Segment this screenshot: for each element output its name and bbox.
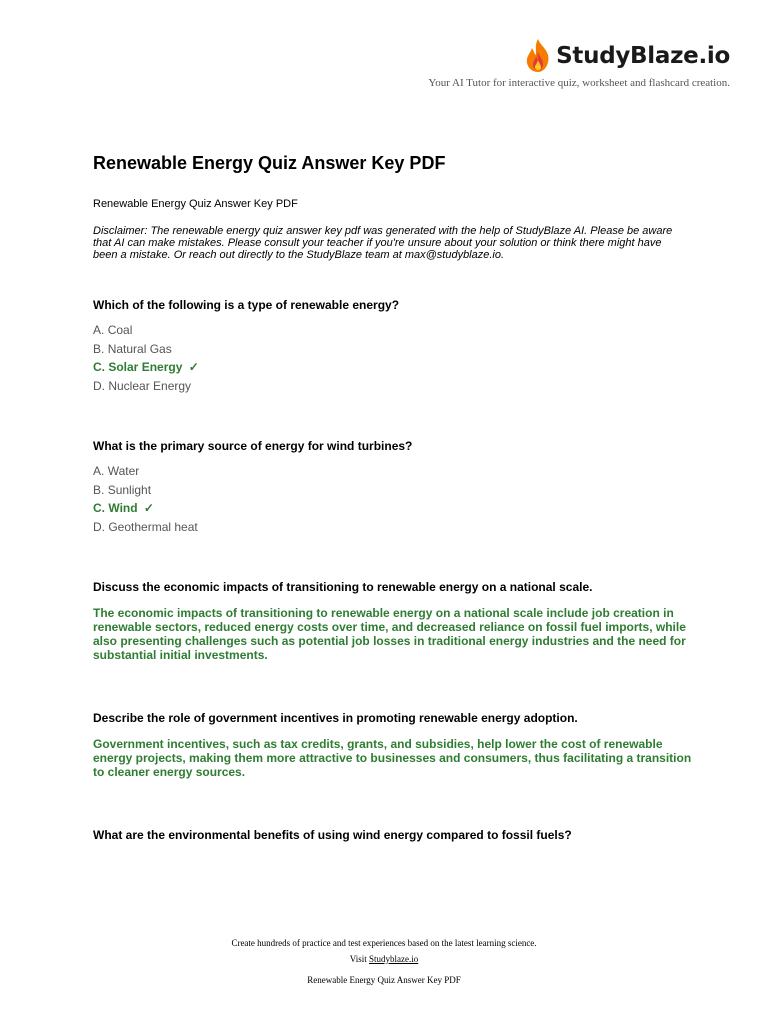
option-letter: D. (93, 378, 105, 393)
question-1 (93, 298, 703, 395)
option-letter: B. (93, 341, 105, 356)
answer-text: The economic impacts of transitioning to renewable energy on a national scale include job creation in renewable sectors, reduced energy costs over time, and decreased reliance on fossil fuel imports, while also presenting challenges such as potential job losses in traditional energy industries and the need for substantial initial investments. (93, 606, 686, 662)
option-letter: A. (93, 323, 105, 337)
flame-icon (524, 38, 552, 74)
option-c-correct (93, 358, 703, 377)
option-text: Natural Gas (107, 341, 172, 356)
options-list (93, 321, 703, 395)
footer-doc-name: Renewable Energy Quiz Answer Key PDF (307, 975, 461, 985)
option-text: Wind (108, 501, 138, 516)
option-text: Coal (107, 323, 133, 337)
option-text: Water (107, 464, 140, 478)
option-letter: D. (93, 519, 105, 534)
option-b (93, 340, 703, 359)
option-text: Solar Energy (108, 360, 183, 375)
checkmark-icon: ✓ (143, 501, 154, 516)
question-2 (93, 439, 703, 536)
question-text: What is the primary source of energy for wind turbines? (93, 439, 413, 453)
option-d (93, 377, 703, 396)
option-text: Nuclear Energy (108, 378, 192, 393)
footer-visit-label: Visit (349, 954, 367, 964)
answer-text: Government incentives, such as tax credits, grants, and subsidies, help lower the cost of renewable energy projects, making them more attractive to businesses and consumers, thus facilitating a transition to cleaner energy sources. (93, 737, 692, 779)
question-4 (93, 711, 703, 779)
question-text: Discuss the economic impacts of transitioning to renewable energy on a national scale. (93, 580, 593, 594)
page-subtitle: Renewable Energy Quiz Answer Key PDF (93, 198, 298, 210)
option-letter: C. (93, 360, 105, 375)
option-b (93, 481, 703, 500)
footer-promo: Create hundreds of practice and test experiences based on the latest learning science. (231, 938, 537, 948)
question-3 (93, 580, 703, 662)
question-text: Describe the role of government incentives in promoting renewable energy adoption. (93, 711, 578, 725)
page-title: Renewable Energy Quiz Answer Key PDF (93, 153, 446, 173)
checkmark-icon: ✓ (188, 360, 199, 375)
option-c-correct (93, 499, 703, 518)
option-letter: C. (93, 501, 105, 516)
footer-visit (0, 954, 768, 964)
options-list (93, 462, 703, 536)
brand-tagline: Your AI Tutor for interactive quiz, worksheet and flashcard creation. (428, 77, 730, 89)
footer-visit-link[interactable]: Studyblaze.io (368, 954, 419, 964)
option-text: Sunlight (107, 482, 152, 497)
option-text: Geothermal heat (108, 519, 198, 534)
question-5 (93, 828, 703, 842)
brand-logo (524, 38, 730, 74)
question-text: What are the environmental benefits of using wind energy compared to fossil fuels? (93, 828, 572, 842)
option-a (93, 321, 703, 340)
brand-name: StudyBlaze.io (556, 43, 730, 69)
option-d (93, 518, 703, 537)
option-a (93, 462, 703, 481)
question-text: Which of the following is a type of renewable energy? (93, 298, 400, 312)
option-letter: A. (93, 464, 105, 478)
disclaimer-text: Disclaimer: The renewable energy quiz answer key pdf was generated with the help of StudyBlaze AI. Please be aware that AI can make mistakes. Please consult your teacher if you're unsure about your solution or think there might have been a mistake. Or reach out directly to the StudyBlaze team at max@studyblaze.io. (93, 225, 673, 261)
option-letter: B. (93, 482, 105, 497)
